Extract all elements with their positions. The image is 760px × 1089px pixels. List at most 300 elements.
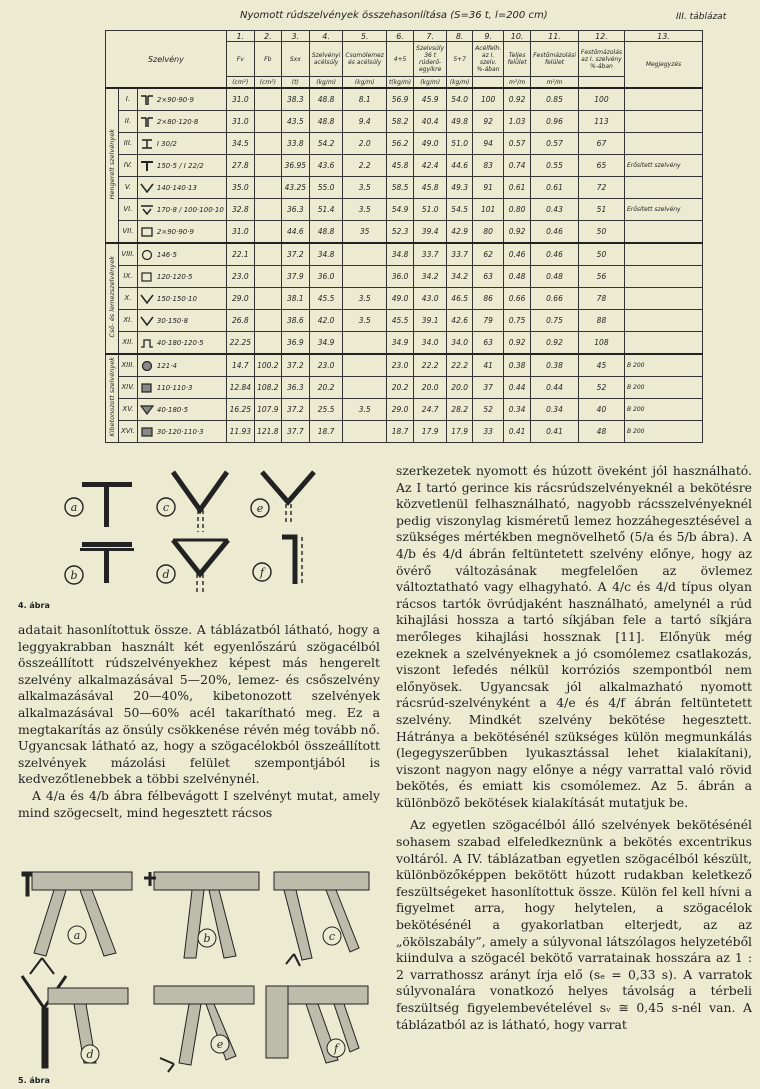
table-cell: 63 [473, 332, 504, 355]
table-cell: 38.3 [281, 88, 309, 111]
table-cell: 34.2 [447, 266, 473, 288]
table-cell: 39.4 [414, 221, 447, 244]
table-cell: 0.44 [504, 377, 531, 399]
row-note [625, 266, 703, 288]
row-number: XIV. [119, 377, 138, 399]
table-cell: 34.5 [226, 133, 254, 155]
row-number: X. [119, 288, 138, 310]
table-cell: 67 [578, 133, 624, 155]
table-row [106, 354, 703, 377]
table-cell: 33.7 [447, 243, 473, 266]
row-profile: 2×80·120·8 [137, 111, 226, 133]
right-paragraph-2: Az egyetlen szögacélból álló szelvények bekötésénél sohasem szabad elfeledkeznünk a bekötés excentrikus voltáról. A IV. táblázatban egyetlen szögacélból készült, különbözőképpen bekötött húzott rudakban keletkező feszültségeket hasonlítottuk össze. Külön fel kell hívni a figyelmet arra, hogy helytelen, a szögacélok bekötésénél a gyakorlatban elterjedt, az az „ökölszabály”, amely a súlyvonal látszólagos helyzetéből kiindulva a szögacél bekötő varratainak hosszára az 1 : 2 varrathossz arányt írja elő (sₑ = 0,33 s). A varratok súlyvonalára vonatkozó helyes távolság a térbeli feszültség figyelembevételével sᵥ ≅ 0,45 s-nél van. A táblázatból az is látható, hogy varrat [396, 817, 752, 1032]
table-cell: 3.5 [343, 177, 387, 199]
table-cell: 0.34 [531, 399, 579, 421]
profile-shape-icon [140, 405, 154, 415]
profile-shape-icon [140, 316, 154, 326]
row-profile: 120·120·5 [137, 266, 226, 288]
table-cell: 22.2 [447, 354, 473, 377]
table-cell: 45.5 [386, 310, 413, 332]
table-cell [254, 88, 281, 111]
profile-shape-icon [140, 139, 154, 149]
row-number: XVI. [119, 421, 138, 443]
table-cell: 83 [473, 155, 504, 177]
table-cell: 0.92 [504, 221, 531, 244]
table-cell [254, 288, 281, 310]
row-profile: 2×90·90·9 [137, 221, 226, 244]
row-profile: 30·150·8 [137, 310, 226, 332]
table-cell: 49.0 [414, 133, 447, 155]
table-cell: 58.2 [386, 111, 413, 133]
table-cell: 52.3 [386, 221, 413, 244]
row-profile: 150·5 / I 22/2 [137, 155, 226, 177]
table-cell: 9.4 [343, 111, 387, 133]
table-cell: 24.7 [414, 399, 447, 421]
table-cell: 52 [578, 377, 624, 399]
table-cell: 48.8 [309, 88, 343, 111]
table-cell: 45.8 [386, 155, 413, 177]
table-cell: 56.2 [386, 133, 413, 155]
fig4-letter-b: b [70, 569, 78, 582]
table-cell: 55.0 [309, 177, 343, 199]
row-number: VIII. [119, 243, 138, 266]
profile-shape-icon [140, 117, 154, 127]
table-cell [343, 377, 387, 399]
table-cell: 20.2 [309, 377, 343, 399]
table-row [106, 288, 703, 310]
left-paragraph-2: A 4/a és 4/b ábra félbevágott I szelvényt mutat, amely mind szögecselt, mind hegesztett rácsos [18, 787, 380, 820]
table-number: III. táblázat [676, 12, 727, 22]
row-profile: 146·5 [137, 243, 226, 266]
left-column-text [18, 622, 380, 821]
table-cell: 0.96 [531, 111, 579, 133]
table-cell: 36.0 [309, 266, 343, 288]
row-note: Erősített szelvény [625, 199, 703, 221]
profile-shape-icon [140, 361, 154, 371]
table-cell: 36.0 [386, 266, 413, 288]
table-cell: 49.0 [386, 288, 413, 310]
row-profile: 40·180·120·5 [137, 332, 226, 355]
table-cell: 62 [473, 243, 504, 266]
table-cell: 3.5 [343, 199, 387, 221]
table-cell: 56.9 [386, 88, 413, 111]
unit-row: (cm²) (cm²) (t) (kg/m) (kg/m) t(kg/m) (kg/m) (kg/m) m²/m m²/m [106, 77, 703, 89]
table-row [106, 88, 703, 111]
profile-shape-icon [140, 227, 154, 237]
table-cell: 46.5 [447, 288, 473, 310]
table-cell: 63 [473, 266, 504, 288]
table-row [106, 399, 703, 421]
table-cell: 44.6 [447, 155, 473, 177]
table-cell: 43.6 [309, 155, 343, 177]
figure-4 [30, 452, 370, 597]
table-cell: 37.2 [281, 243, 309, 266]
table-cell: 48.8 [309, 221, 343, 244]
table-cell: 28.2 [447, 399, 473, 421]
row-profile: 2×90·90·9 [137, 88, 226, 111]
table-cell: 48.8 [309, 111, 343, 133]
table-cell: 92 [473, 111, 504, 133]
table-cell: 43.0 [414, 288, 447, 310]
comparison-table [105, 30, 703, 443]
table-cell: 54.5 [447, 199, 473, 221]
profile-shape-icon [140, 95, 154, 105]
profile-shape-icon [140, 427, 154, 437]
left-paragraph-1: adatait hasonlítottuk össze. A táblázatból látható, hogy a leggyakrabban használt két egyenlőszárú szögacélból összeállított rúdszelvényekhez képest más hengerelt szelvény alkalmazásával 5—20%, lemez- és csőszelvény alkalmazásával 20—40%, kibetonozott szelvények alkalmazásával 50—60% acél takarítható meg. Ez a megtakarítás az önsúly csökkenése révén még tovább nő. Ugyancsak látható az, hogy a szögacélokból összeállított szelvények mázolási felület szempontjából is kedvezőtlenebbek a többi szelvénynél. [18, 622, 380, 787]
table-cell: 37.7 [281, 421, 309, 443]
row-profile: 110·110·3 [137, 377, 226, 399]
table-caption: Nyomott rúdszelvények összehasonlítása (S=36 t, l=200 cm) [240, 10, 548, 21]
table-cell: 100 [578, 88, 624, 111]
table-cell: 0.41 [504, 421, 531, 443]
table-cell: 49.3 [447, 177, 473, 199]
table-cell: 0.41 [531, 421, 579, 443]
row-profile: 170·8 / 100·100·10 [137, 199, 226, 221]
profile-shape-icon [140, 338, 154, 348]
table-cell: 51 [578, 199, 624, 221]
table-cell: 20.2 [386, 377, 413, 399]
fig5-letter-a: a [73, 929, 81, 942]
table-cell: 0.48 [504, 266, 531, 288]
row-number: II. [119, 111, 138, 133]
table-cell [254, 177, 281, 199]
table-cell: 23.0 [309, 354, 343, 377]
table-cell: 0.75 [531, 310, 579, 332]
table-cell: 35 [343, 221, 387, 244]
table-cell: 0.46 [531, 243, 579, 266]
table-cell: 0.61 [504, 177, 531, 199]
table-cell: 0.57 [531, 133, 579, 155]
table-cell: 25.5 [309, 399, 343, 421]
row-number: V. [119, 177, 138, 199]
table-row [106, 377, 703, 399]
table-cell: 108.2 [254, 377, 281, 399]
table-cell: 0.61 [531, 177, 579, 199]
fig5-caption: 5. ábra [18, 1076, 50, 1085]
row-number: XV. [119, 399, 138, 421]
table-row [106, 199, 703, 221]
table-cell: 17.9 [447, 421, 473, 443]
table-cell: 0.66 [531, 288, 579, 310]
fig5-letter-d: d [86, 1048, 94, 1061]
row-number: I. [119, 88, 138, 111]
table-cell: 0.46 [504, 243, 531, 266]
table-cell: 51.4 [309, 199, 343, 221]
table-cell: 27.8 [226, 155, 254, 177]
right-paragraph-1: szerkezetek nyomott és húzott öveként jól használható. Az I tartó gerince kis rácsrúdszelvényeknél a bekötésre közvetlenül felhasználható, nagyobb rácsszelvényeknél pedig viszonylag kisméretű lemez hozzáhegesztésével a szükséges mértékben megnövelhető (5/a és 5/b ábra). A 4/b és 4/d ábrán feltüntetett szelvény előnye, hogy az övérő változásának megfelelően az övlemez változtatható vagy elhagyható. A 4/c és 4/d típus olyan rácsos tartók övrúdjaként használható, amelynél a rúd kihajlási hossza a tartó síkjában fele a tartó síkjára merőleges kihajlási hossznak [11]. Előnyük még ezeknek a szelvényeknek a jó csomólemez csatlakozás, viszont lefedés nélkül korróziós szempontból nem előnyösek. Ugyancsak jól alkalmazható nyomott rácsrúd-szelvényként a 4/e és 4/f ábrán feltüntetett szelvény. Mindkét szelvény bekötése hegesztett. Hátránya a bekötésénél szükséges külön megmunkálás (legegyszerűbben lyukasztással lehet kialakítani), viszont nagyon nagy előnye a négy varrattal való rövid bekötés, és emiatt kis csomólemez. Az 5. ábrán a különböző bekötések kialakítását mutatjuk be. [396, 463, 752, 810]
table-cell: 41 [473, 354, 504, 377]
table-cell: 16.25 [226, 399, 254, 421]
table-cell: 54.0 [447, 88, 473, 111]
table-cell [254, 310, 281, 332]
table-cell: 78 [578, 288, 624, 310]
table-cell: 34.0 [414, 332, 447, 355]
table-cell: 40.4 [414, 111, 447, 133]
table-cell: 2.2 [343, 155, 387, 177]
table-cell: 26.8 [226, 310, 254, 332]
table-row [106, 221, 703, 244]
table-cell: 34.2 [414, 266, 447, 288]
table-cell: 17.9 [414, 421, 447, 443]
table-cell: 65 [578, 155, 624, 177]
table-row [106, 133, 703, 155]
table-cell: 0.75 [504, 310, 531, 332]
table-cell: 38.1 [281, 288, 309, 310]
row-number: XI. [119, 310, 138, 332]
table-cell: 35.0 [226, 177, 254, 199]
table-cell: 18.7 [386, 421, 413, 443]
table-cell: 23.0 [226, 266, 254, 288]
table-cell: 36.9 [281, 332, 309, 355]
fig5-letter-c: c [328, 930, 336, 943]
row-note [625, 310, 703, 332]
table-cell: 3.5 [343, 310, 387, 332]
profile-shape-icon [140, 250, 154, 260]
table-cell: 3.5 [343, 399, 387, 421]
table-cell: 31.0 [226, 221, 254, 244]
table-cell: 42.4 [414, 155, 447, 177]
row-number: VI. [119, 199, 138, 221]
column-number-row: Szelvény 1. 2. 3. 4. 5. 6. 7. 8. 9. 10. 11. 12. 13. [106, 31, 703, 42]
table-cell: 42.9 [447, 221, 473, 244]
table-cell: 14.7 [226, 354, 254, 377]
fig5-letter-f: f [333, 1042, 339, 1055]
table-cell: 0.38 [531, 354, 579, 377]
table-cell [343, 266, 387, 288]
table-cell: 34.8 [386, 243, 413, 266]
table-cell: 37.9 [281, 266, 309, 288]
table-row [106, 177, 703, 199]
table-cell: 37 [473, 377, 504, 399]
row-number: IX. [119, 266, 138, 288]
table-cell: 34.9 [386, 332, 413, 355]
fig4-letter-e: e [256, 502, 264, 515]
table-cell: 40 [578, 399, 624, 421]
table-cell [254, 243, 281, 266]
profile-shape-icon [140, 161, 154, 171]
table-cell: 56 [578, 266, 624, 288]
table-cell: 0.38 [504, 354, 531, 377]
table-cell: 43.5 [281, 111, 309, 133]
table-cell: 50 [578, 221, 624, 244]
table-cell: 37.2 [281, 354, 309, 377]
table-cell: 34.0 [447, 332, 473, 355]
right-column-text [396, 463, 752, 1033]
table-cell: 8.1 [343, 88, 387, 111]
row-profile: I 30/2 [137, 133, 226, 155]
table-cell: 33 [473, 421, 504, 443]
table-cell: 0.48 [531, 266, 579, 288]
table-cell: 0.74 [504, 155, 531, 177]
group-label: Cső- és lemezszelvények [106, 243, 119, 354]
table-cell: 33.7 [414, 243, 447, 266]
row-profile: 40·180·5 [137, 399, 226, 421]
group-label: Hengerelt szelvények [106, 88, 119, 243]
table-cell: 52 [473, 399, 504, 421]
row-profile: 150·150·10 [137, 288, 226, 310]
row-note [625, 133, 703, 155]
table-cell: 34.8 [309, 243, 343, 266]
table-cell: 101 [473, 199, 504, 221]
table-cell: 31.0 [226, 111, 254, 133]
table-row [106, 155, 703, 177]
profile-shape-icon [140, 294, 154, 304]
table-cell: 86 [473, 288, 504, 310]
table-cell: 20.0 [414, 377, 447, 399]
table-cell: 31.0 [226, 88, 254, 111]
table-cell: 0.66 [504, 288, 531, 310]
table-cell: 0.57 [504, 133, 531, 155]
table-cell: 44.6 [281, 221, 309, 244]
table-cell: 0.55 [531, 155, 579, 177]
table-cell: 29.0 [226, 288, 254, 310]
table-cell: 72 [578, 177, 624, 199]
row-profile: 140·140·13 [137, 177, 226, 199]
header-fv: Fv [226, 42, 254, 77]
header-szelveny: Szelvény [106, 31, 227, 89]
profile-shape-icon [140, 205, 154, 215]
table-cell [254, 332, 281, 355]
row-number: IV. [119, 155, 138, 177]
table-cell: 0.85 [531, 88, 579, 111]
table-cell: 36.3 [281, 377, 309, 399]
row-number: VII. [119, 221, 138, 244]
row-note [625, 243, 703, 266]
table-cell: 51.0 [414, 199, 447, 221]
table-cell: 29.0 [386, 399, 413, 421]
table-cell [254, 266, 281, 288]
table-cell: 0.80 [504, 199, 531, 221]
table-row [106, 332, 703, 355]
table-cell: 0.92 [504, 332, 531, 355]
table-cell: 54.9 [386, 199, 413, 221]
fig5-letter-b: b [203, 932, 211, 945]
table-cell: 2.0 [343, 133, 387, 155]
profile-shape-icon [140, 383, 154, 393]
table-cell: 45 [578, 354, 624, 377]
row-number: XII. [119, 332, 138, 355]
table-cell: 0.43 [531, 199, 579, 221]
group-label: Kibetonozott szelvények [106, 354, 119, 443]
table-cell [254, 221, 281, 244]
table-cell: 45.5 [309, 288, 343, 310]
table-cell: 107.9 [254, 399, 281, 421]
profile-shape-icon [140, 272, 154, 282]
row-note [625, 332, 703, 355]
table-cell: 42.6 [447, 310, 473, 332]
table-cell [343, 332, 387, 355]
header-megjegyzes: Megjegyzés [625, 42, 703, 89]
header-sxx: Sxx [281, 42, 309, 77]
table-cell: 36.3 [281, 199, 309, 221]
table-cell: 49.8 [447, 111, 473, 133]
row-note: B 200 [625, 421, 703, 443]
fig4-letter-a: a [70, 501, 78, 514]
table-cell: 79 [473, 310, 504, 332]
table-cell: 48 [578, 421, 624, 443]
table-cell: 20.0 [447, 377, 473, 399]
table-cell: 54.2 [309, 133, 343, 155]
table-cell: 88 [578, 310, 624, 332]
table-row [106, 421, 703, 443]
table-cell [254, 199, 281, 221]
row-profile: 30·120·110·3 [137, 421, 226, 443]
row-number: III. [119, 133, 138, 155]
table-cell: 18.7 [309, 421, 343, 443]
table-cell: 50 [578, 243, 624, 266]
column-header-row: Fv Fb Sxx Szelvényi acélsúly Csomólemez és acélsúly 4+5 Szelvsúly 36 t rúderő-egyikre 5+7 Acélfelh. az I. szelv. %-ában Teljes felület Festőmázolási felület Festőmázolás az I. szelvény %-ában Megjegyzés [106, 42, 703, 77]
table-cell: 108 [578, 332, 624, 355]
table-cell: 45.8 [414, 177, 447, 199]
table-cell: 80 [473, 221, 504, 244]
table-cell [254, 155, 281, 177]
table-cell: 43.25 [281, 177, 309, 199]
table-cell: 22.25 [226, 332, 254, 355]
table-cell [254, 133, 281, 155]
table-cell [254, 111, 281, 133]
table-cell: 3.5 [343, 288, 387, 310]
table-row [106, 266, 703, 288]
table-cell: 11.93 [226, 421, 254, 443]
table-row [106, 310, 703, 332]
table-cell: 1.03 [504, 111, 531, 133]
table-cell: 121.8 [254, 421, 281, 443]
header-fb: Fb [254, 42, 281, 77]
table-cell: 113 [578, 111, 624, 133]
row-profile: 121·4 [137, 354, 226, 377]
table-cell: 36.95 [281, 155, 309, 177]
table-cell: 0.46 [531, 221, 579, 244]
table-cell: 33.8 [281, 133, 309, 155]
table-cell: 94 [473, 133, 504, 155]
table-cell [343, 243, 387, 266]
table-row [106, 111, 703, 133]
row-note [625, 111, 703, 133]
table-cell: 58.5 [386, 177, 413, 199]
fig4-letter-c: c [162, 501, 170, 514]
row-note: B 200 [625, 354, 703, 377]
fig4-caption: 4. ábra [18, 601, 50, 610]
table-cell: 38.6 [281, 310, 309, 332]
row-number: XIII. [119, 354, 138, 377]
row-note [625, 221, 703, 244]
row-note: B 200 [625, 399, 703, 421]
row-note [625, 88, 703, 111]
fig4-letter-d: d [162, 568, 170, 581]
table-cell: 100.2 [254, 354, 281, 377]
table-cell: 100 [473, 88, 504, 111]
table-cell: 0.92 [504, 88, 531, 111]
table-cell: 22.2 [414, 354, 447, 377]
row-note [625, 288, 703, 310]
table-cell [343, 354, 387, 377]
table-cell: 91 [473, 177, 504, 199]
table-cell: 0.34 [504, 399, 531, 421]
row-note: B 200 [625, 377, 703, 399]
table-cell: 32.8 [226, 199, 254, 221]
table-cell: 0.92 [531, 332, 579, 355]
table-cell: 34.9 [309, 332, 343, 355]
figure-5 [14, 858, 384, 1078]
table-cell: 39.1 [414, 310, 447, 332]
table-cell: 51.0 [447, 133, 473, 155]
table-cell: 37.2 [281, 399, 309, 421]
table-cell: 12.84 [226, 377, 254, 399]
table-cell [343, 421, 387, 443]
table-cell: 45.9 [414, 88, 447, 111]
row-note: Erősített szelvény [625, 155, 703, 177]
fig4-letter-f: f [259, 566, 265, 579]
